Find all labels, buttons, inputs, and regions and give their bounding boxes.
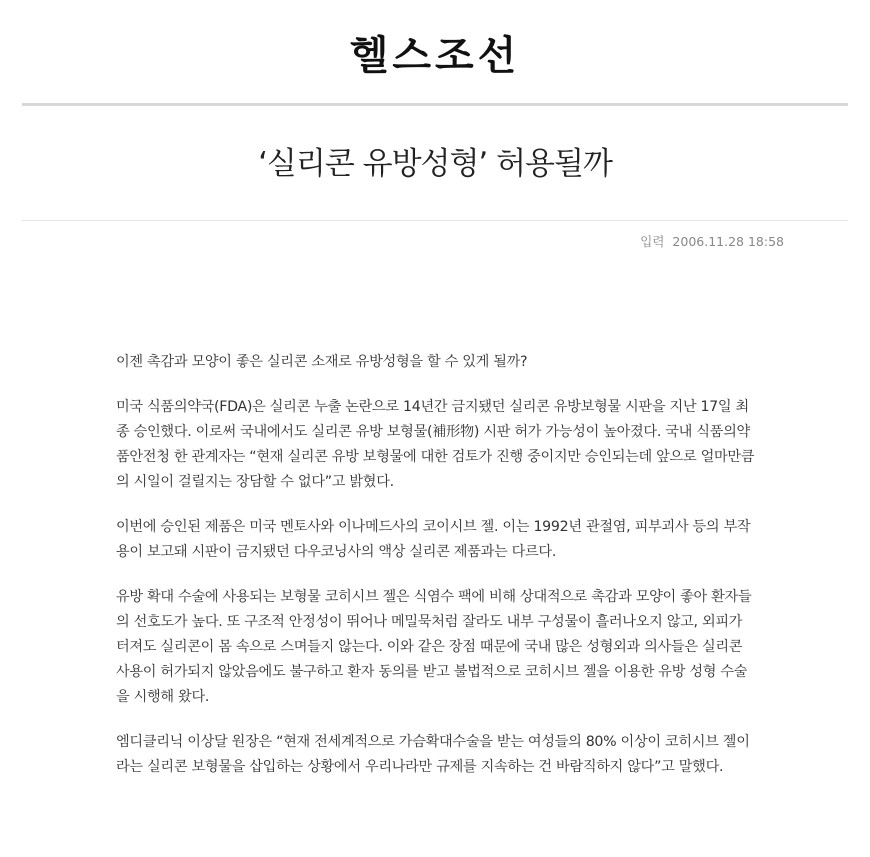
article-paragraph: 엠디클리닉 이상달 원장은 “현재 전세계적으로 가슴확대수술을 받는 여성들의 80% 이상이 코히시브 젤이라는 실리콘 보형물을 삽입하는 상황에서 우리나라만 규제를 지속하는 건 바람직하지 않다”고 말했다. bbox=[116, 734, 750, 775]
article-paragraph: 미국 식품의약국(FDA)은 실리콘 누출 논란으로 14년간 금지됐던 실리콘 유방보형물 시판을 지난 17일 최종 승인했다. 이로써 국내에서도 실리콘 유방 보형물(補形物) 시판 허가 가능성이 높아졌다. 국내 식품의약품안전청 한 관계자는 “현재 실리콘 유방 보형물에 대한 검토가 진행 중이지만 승인되는데 앞으로 얼마만큼의 시일이 걸릴지는 장담할 수 없다”고 밝혔다. bbox=[116, 399, 755, 490]
title-divider bbox=[22, 220, 848, 221]
date-value: 2006.11.28 18:58 bbox=[672, 234, 784, 249]
header-divider bbox=[22, 103, 848, 106]
article-dateline bbox=[636, 232, 784, 250]
site-logo[interactable]: 헬스조선 bbox=[349, 33, 521, 79]
date-label: 입력 bbox=[640, 234, 665, 249]
article-paragraph: 유방 확대 수술에 사용되는 보형물 코히시브 젤은 식염수 팩에 비해 상대적으로 촉감과 모양이 좋아 환자들의 선호도가 높다. 또 구조적 안정성이 뛰어나 메밀묵처럼 잘라도 내부 구성물이 흘러나오지 않고, 외피가 터져도 실리콘이 몸 속으로 스며들지 않는다. 이와 같은 장점 때문에 국내 많은 성형외과 의사들은 실리콘 사용이 허가되지 않았음에도 불구하고 환자 동의를 받고 불법적으로 코히시브 젤을 이용한 유방 성형 수술을 시행해 왔다. bbox=[116, 589, 752, 705]
article-body bbox=[116, 350, 756, 800]
article-paragraph: 이번에 승인된 제품은 미국 멘토사와 이나메드사의 코이시브 젤. 이는 1992년 관절염, 피부괴사 등의 부작용이 보고돼 시판이 금지됐던 다우코닝사의 액상 실리콘 제품과는 다르다. bbox=[116, 519, 751, 560]
masthead bbox=[0, 30, 870, 82]
article-title: ‘실리콘 유방성형’ 허용될까 bbox=[258, 146, 612, 182]
article-paragraph: 이젠 촉감과 모양이 좋은 실리콘 소재로 유방성형을 할 수 있게 될까? bbox=[116, 354, 528, 370]
